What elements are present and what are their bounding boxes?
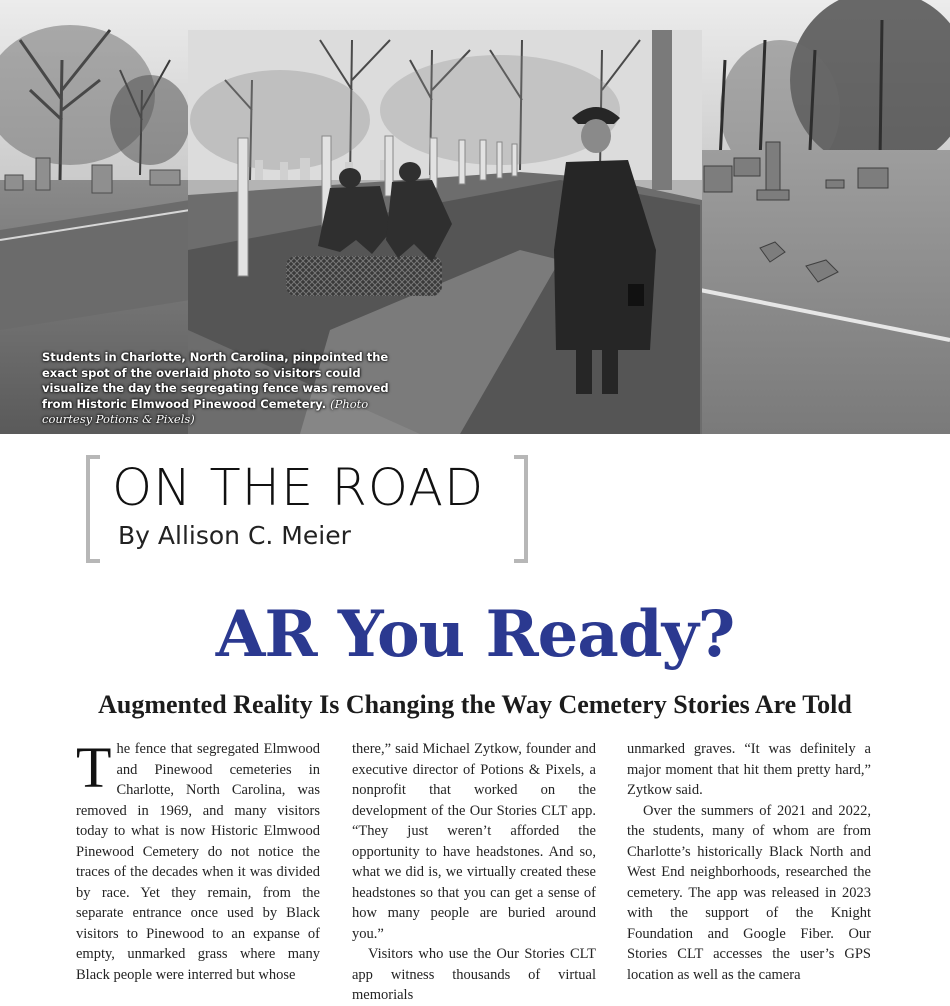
body-column-2 xyxy=(352,739,596,1006)
photo-caption xyxy=(42,350,402,428)
paragraph: Over the summers of 2021 and 2022, the students, many of whom are from Charlotte’s historically Black North and West End neighborhoods, researched the cemetery. The app was released in 2023 with the support of the Knight Foundation and Google Fiber. Our Stories CLT accesses the user’s GPS location as well as the camera xyxy=(627,802,871,983)
body-column-3 xyxy=(627,739,871,985)
column-title: ON THE ROAD xyxy=(112,459,485,518)
author-byline: By Allison C. Meier xyxy=(118,521,351,550)
cemetery-photo xyxy=(0,0,950,434)
column-header xyxy=(86,455,528,563)
paragraph: there,” said Michael Zytkow, founder and executive director of Potions & Pixels, a nonprofit that worked on the development of the Our Stories CLT app. “They just weren’t afforded the opportunity to have headstones. And so, what we did is, we virtually created these headstones so that you can get a sense of how many people are buried around you.” xyxy=(352,741,596,942)
paragraph-text: he fence that segregated Elmwood and Pinewood cemeteries in Charlotte, North Carolina, was removed in 1969, and many visitors today to what is now Historic Elmwood Pinewood Cemetery do not notice the traces of the decades when it was divided by race. Yet they remain, from the separate entrance once used by Black visitors to Pinewood to an expanse of empty, unmarked grass where many Black people were interred but whose xyxy=(76,741,320,983)
photo-credit: (Photo courtesy Potions & Pixels) xyxy=(42,396,369,426)
right-bracket xyxy=(514,455,528,563)
caption-text: Students in Charlotte, North Carolina, pinpointed the exact spot of the overlaid photo so visitors could visualize the day the segregating fence was removed from Historic Elmwood Pinewood Cemetery. xyxy=(42,350,389,411)
article-headline: AR You Ready? xyxy=(215,597,735,672)
left-bracket xyxy=(86,455,100,563)
paragraph xyxy=(76,735,320,985)
drop-cap: T xyxy=(76,735,112,800)
paragraph: Visitors who use the Our Stories CLT app witness thousands of virtual memorials xyxy=(352,946,596,1003)
body-column-1 xyxy=(76,735,320,985)
paragraph: unmarked graves. “It was definitely a major moment that hit them pretty hard,” Zytkow said. xyxy=(627,741,871,798)
article-subheadline: Augmented Reality Is Changing the Way Cemetery Stories Are Told xyxy=(98,690,852,719)
